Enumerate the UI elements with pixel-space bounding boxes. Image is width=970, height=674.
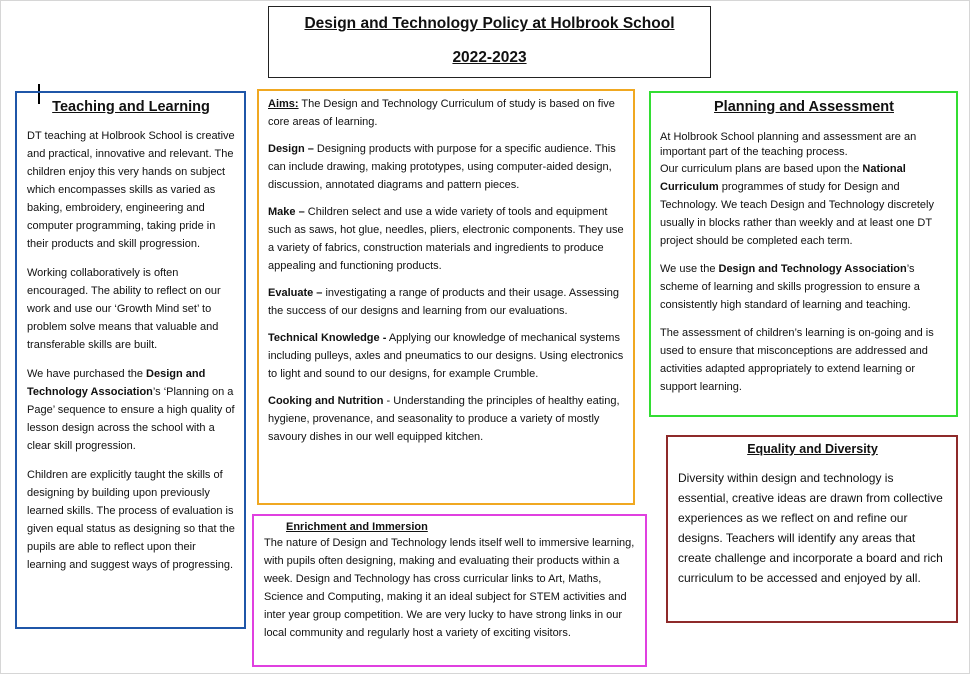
document-title: Design and Technology Policy at Holbrook School [304,15,675,32]
teaching-learning-box [15,91,246,629]
teaching-paragraph-2: Working collaboratively is often encouraged. The ability to reflect on our work and use our ‘Growth Mind set’ to problem solve means that valuable and transferable skills are built. [27,267,221,351]
aims-cooking [268,392,624,446]
planning-paragraph-4: The assessment of children’s learning is on-going and is used to ensure that misconceptions are addressed and activities adapted appropriately to extend learning or support learning. [660,327,934,393]
equality-text: Diversity within design and technology is essential, creative ideas are drawn from collective experiences as we reflect on and refine our designs. Teachers will identify any areas that create challenge and incorporate a board and rich curriculum to be accessed and enjoyed by all. [678,471,943,585]
planning-p3-text: We use the [660,263,719,275]
title-box [268,6,711,78]
evaluate-text: investigating a range of products and their usage. Assessing the success of our designs and learning from our evaluations. [268,287,619,317]
teaching-p3-bold: Design and Technology Association [27,368,206,398]
teaching-learning-heading: Teaching and Learning [52,99,210,115]
teaching-p3-text: We have purchased the [27,368,147,380]
aims-box [257,89,635,505]
planning-paragraph-2 [660,160,948,250]
teaching-p3-text-end: ’s ‘Planning on a Page’ sequence to ensure a high quality of lesson design across the school with a clear skill progression. [27,386,235,452]
document-year: 2022-2023 [452,49,527,66]
evaluate-label: Evaluate – [268,287,323,299]
enrichment-text: The nature of Design and Technology lends itself well to immersive learning, with pupils often designing, making and evaluating their products within a week. Design and Technology has cross curricular links to Art, Maths, Science and Computing, making it an ideal subject for STEM activities and inter year group competition. We are very lucky to have strong links in our local community and regularly host a variety of exciting visitors. [264,537,635,639]
aims-intro [268,95,624,131]
planning-paragraph-3 [660,260,948,314]
planning-paragraph-1: At Holbrook School planning and assessment are an important part of the teaching process. [660,131,917,158]
aims-label: Aims: [268,98,299,110]
design-label: Design – [268,143,314,155]
planning-p2-bold: National Curriculum [660,163,906,193]
enrichment-box [252,514,647,667]
planning-p3-bold: Design and Technology Association [718,263,907,275]
aims-design [268,140,624,194]
aims-make [268,203,624,275]
aims-intro-text: The Design and Technology Curriculum of study is based on five core areas of learning. [268,98,615,128]
equality-heading: Equality and Diversity [747,442,878,456]
teaching-paragraph-3 [27,365,235,455]
planning-assessment-box [649,91,958,417]
planning-assessment-heading: Planning and Assessment [714,99,894,115]
planning-p2-text-end: programmes of study for Design and Technology. We teach Design and Technology discretely usually in blocks rather than weekly and at least one DT project should be completed each term. [660,181,934,247]
equality-box [666,435,958,623]
make-label: Make – [268,206,305,218]
aims-technical [268,329,624,383]
planning-p2-text: Our curriculum plans are based upon the [660,163,863,175]
technical-label: Technical Knowledge - [268,332,387,344]
make-text: Children select and use a wide variety of tools and equipment such as saws, hot glue, needles, pliers, electronic components. They use a variety of fabrics, construction materials and ingredients to produce appealing and functioning products. [268,206,624,272]
enrichment-heading: Enrichment and Immersion [286,521,428,533]
technical-text: Applying our knowledge of mechanical systems including pulleys, axles and pneumatics to our designs. Using electronics to light and sound to our designs, for example Crumble. [268,332,624,380]
cooking-label: Cooking and Nutrition [268,395,384,407]
teaching-paragraph-4: Children are explicitly taught the skills of designing by building upon previously learned skills. The process of evaluation is given equal status as designing so that the pupils are able to reflect upon their learning and suggest ways of progressing. [27,469,235,571]
aims-evaluate [268,284,624,320]
teaching-paragraph-1: DT teaching at Holbrook School is creative and practical, innovative and relevant. The children enjoy this very hands on subject which encompasses skills as varied as baking, embroidery, engineering and computer programming, taking pride in their products and skill progression. [27,130,235,250]
cooking-text: - Understanding the principles of healthy eating, hygiene, provenance, and seasonality to produce a variety of mostly savoury dishes in our well equipped kitchen. [268,395,620,443]
design-text: Designing products with purpose for a specific audience. This can include drawing, making prototypes, using computer-aided design, discussion, annotated diagrams and pattern pieces. [268,143,616,191]
planning-p3-text-end: ’s scheme of learning and skills progression to ensure a consistently high standard of learning and teaching. [660,263,920,311]
